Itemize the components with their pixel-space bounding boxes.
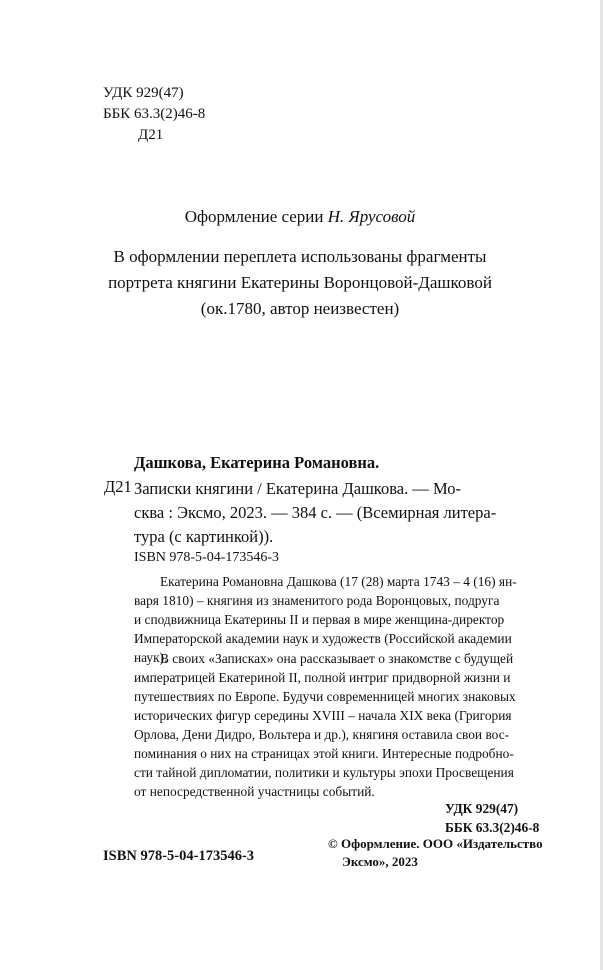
annotation-line: поминания о них на страницах этой книги. Интересные подробно- <box>134 746 514 761</box>
cover-note-line: портрета княгини Екатерины Воронцовой-Дашковой <box>108 273 492 292</box>
author-sign: Д21 <box>138 127 164 143</box>
cover-note <box>60 244 540 322</box>
udk-code: УДК 929(47) <box>445 801 519 816</box>
entry-author: Дашкова, Екатерина Романовна. <box>134 453 380 472</box>
annotation-line: исторических фигур середины XVIII – начала XIX века (Григория <box>134 708 512 723</box>
classification-codes-bottom <box>445 799 539 837</box>
annotation-line: сти тайной дипломатии, политики и культуры эпохи Просвещения <box>134 765 514 780</box>
annotation-line: Екатерина Романовна Дашкова (17 (28) марта 1743 – 4 (16) ян- <box>160 574 517 589</box>
entry-title-line: сква : Эксмо, 2023. — 384 с. — (Всемирная литера- <box>134 503 497 522</box>
annotation-line: императрицей Екатериной II, полной интриг придворной жизни и <box>134 670 511 685</box>
copyright-notice <box>328 835 543 871</box>
entry-title-line: Записки княгини / Екатерина Дашкова. — Мо- <box>134 479 461 498</box>
series-designer-name: Н. Ярусовой <box>327 207 416 226</box>
classification-codes-top <box>103 83 205 146</box>
entry-title <box>134 477 542 549</box>
annotation-line: Орлова, Дени Дидро, Вольтера и др.), княгиня оставила свои вос- <box>134 727 510 742</box>
annotation-line: путешествиях по Европе. Будучи современницей многих знаковых <box>134 689 516 704</box>
isbn-bottom: ISBN 978-5-04-173546-3 <box>103 848 255 864</box>
cover-note-line: (ок.1780, автор неизвестен) <box>200 299 400 318</box>
bbk-code: ББК 63.3(2)46-8 <box>445 820 540 835</box>
annotation-line: и сподвижница Екатерины II и первая в мире женщина-директор <box>134 612 505 627</box>
annotation-line: В своих «Записках» она рассказывает о знакомстве с будущей <box>160 651 514 666</box>
entry-author-sign: Д21 <box>104 477 132 496</box>
series-design-credit <box>60 207 540 227</box>
entry-title-line: тура (с картинкой)). <box>134 527 274 546</box>
annotation-line: Императорской академии наук и художеств (Российской академии <box>134 631 512 646</box>
series-credit-prefix: Оформление серии <box>184 207 324 226</box>
copyright-line: © Оформление. ООО «Издательство <box>328 836 543 851</box>
annotation-paragraph-2 <box>134 649 542 801</box>
annotation-line: от непосредственной участницы событий. <box>134 784 375 799</box>
annotation-line: наук). <box>134 650 168 665</box>
annotation-line: варя 1810) – княгиня из знаменитого рода Воронцовых, подруга <box>134 593 500 608</box>
cover-note-line: В оформлении переплета использованы фрагменты <box>113 247 487 266</box>
entry-isbn: ISBN 978-5-04-173546-3 <box>134 550 280 565</box>
udk-code: УДК 929(47) <box>103 85 184 101</box>
bbk-code: ББК 63.3(2)46-8 <box>103 106 206 122</box>
copyright-line: Эксмо», 2023 <box>342 854 418 869</box>
